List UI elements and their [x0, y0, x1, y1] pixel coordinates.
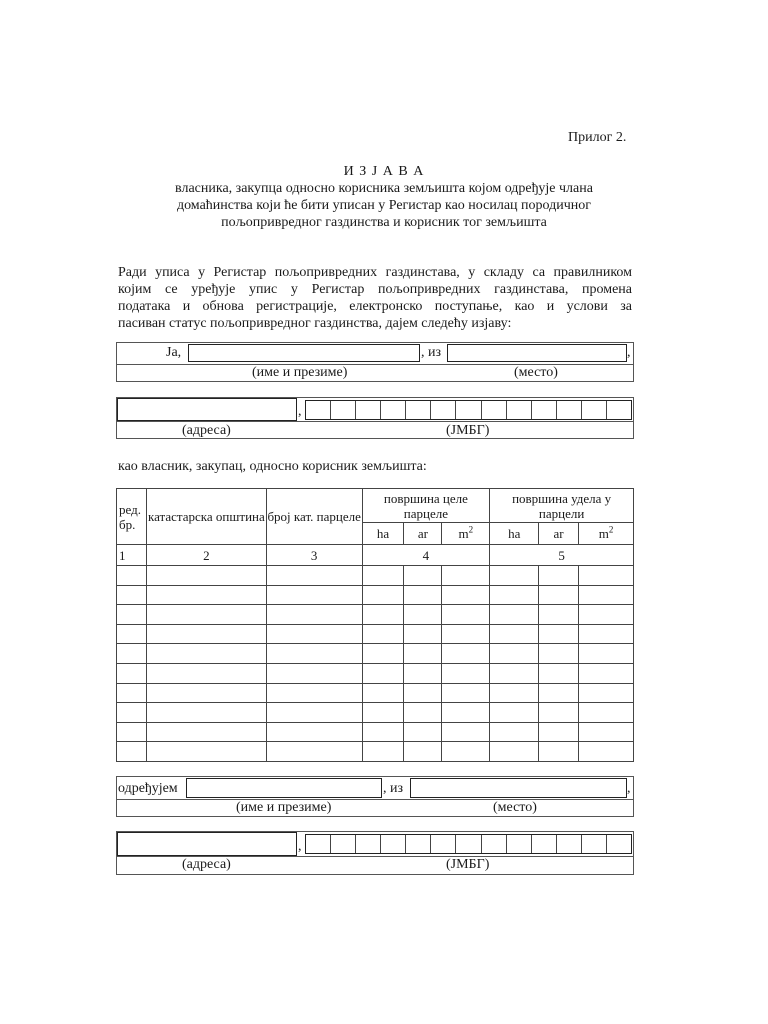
table-cell[interactable] [442, 605, 490, 625]
table-cell[interactable] [490, 663, 539, 683]
table-cell[interactable] [579, 742, 634, 762]
table-cell[interactable] [579, 585, 634, 605]
index-2: 2 [146, 545, 266, 566]
table-cell[interactable] [266, 683, 362, 703]
table-cell[interactable] [404, 703, 442, 723]
address-comma: , [298, 839, 302, 854]
table-cell[interactable] [266, 605, 362, 625]
document-title: И З Ј А В А [343, 164, 425, 179]
table-cell[interactable] [579, 722, 634, 742]
table-cell[interactable] [490, 566, 539, 586]
designee-jmbg-field[interactable] [305, 834, 632, 854]
table-cell[interactable] [442, 644, 490, 664]
table-cell[interactable] [266, 703, 362, 723]
block-divider [116, 421, 634, 422]
name-caption: (име и презиме) [252, 365, 348, 380]
index-1: 1 [117, 545, 147, 566]
table-cell[interactable] [146, 566, 266, 586]
table-cell[interactable] [117, 703, 147, 723]
table-cell[interactable] [117, 644, 147, 664]
table-cell[interactable] [539, 585, 579, 605]
end-comma: , [627, 345, 631, 360]
table-row [117, 624, 634, 644]
table-row [117, 703, 634, 723]
header-share-area: површина удела у парцели [490, 489, 634, 523]
table-row [117, 644, 634, 664]
table-cell[interactable] [146, 644, 266, 664]
index-4: 4 [362, 545, 490, 566]
table-row [117, 722, 634, 742]
table-cell[interactable] [266, 624, 362, 644]
table-cell[interactable] [539, 683, 579, 703]
table-cell[interactable] [442, 703, 490, 723]
table-cell[interactable] [539, 742, 579, 762]
table-cell[interactable] [404, 605, 442, 625]
header-cadastral-municipality: катастарска општина [146, 489, 266, 545]
table-cell[interactable] [539, 566, 579, 586]
table-cell[interactable] [404, 624, 442, 644]
table-cell[interactable] [362, 605, 404, 625]
table-cell[interactable] [442, 683, 490, 703]
table-cell[interactable] [146, 742, 266, 762]
table-cell[interactable] [442, 722, 490, 742]
place-caption: (место) [514, 365, 558, 380]
table-cell[interactable] [490, 585, 539, 605]
table-cell[interactable] [404, 585, 442, 605]
table-cell[interactable] [362, 722, 404, 742]
table-cell[interactable] [539, 605, 579, 625]
unit-m2: $m^2$ [442, 523, 490, 545]
table-row [117, 585, 634, 605]
table-row [117, 683, 634, 703]
table-cell[interactable] [362, 683, 404, 703]
table-cell[interactable] [539, 703, 579, 723]
table-cell[interactable] [539, 644, 579, 664]
table-cell[interactable] [146, 605, 266, 625]
designee-name-field[interactable] [186, 778, 382, 798]
table-cell[interactable] [579, 683, 634, 703]
jmbg-caption: (ЈМБГ) [446, 857, 490, 872]
table-cell[interactable] [362, 742, 404, 762]
table-cell[interactable] [117, 742, 147, 762]
attachment-label: Прилог 2. [568, 130, 627, 145]
table-cell[interactable] [539, 663, 579, 683]
parcel-table [116, 488, 634, 762]
table-row [117, 663, 634, 683]
table-cell[interactable] [117, 624, 147, 644]
table-row [117, 605, 634, 625]
table-cell[interactable] [362, 663, 404, 683]
declarant-prefix: Ја, [166, 345, 182, 360]
table-cell[interactable] [579, 605, 634, 625]
table-cell[interactable] [579, 703, 634, 723]
role-statement: као власник, закупац, односно корисник земљишта: [118, 459, 427, 474]
table-cell[interactable] [490, 683, 539, 703]
table-cell[interactable] [490, 624, 539, 644]
unit-ar: ar [404, 523, 442, 545]
jmbg-field[interactable] [305, 400, 632, 420]
table-cell[interactable] [362, 644, 404, 664]
table-row [117, 742, 634, 762]
end-comma: , [627, 781, 631, 796]
subtitle-line-1: власника, закупца односно корисника земљишта којом одређује члана [175, 181, 593, 196]
table-cell[interactable] [579, 663, 634, 683]
subtitle-line-2: домаћинства који ће бити уписан у Регистар као носилац породичног [176, 198, 592, 213]
table-cell[interactable] [404, 644, 442, 664]
table-cell[interactable] [490, 644, 539, 664]
table-cell[interactable] [146, 722, 266, 742]
table-cell[interactable] [579, 644, 634, 664]
declarant-place-field[interactable] [447, 344, 627, 362]
table-cell[interactable] [539, 722, 579, 742]
table-cell[interactable] [579, 624, 634, 644]
table-cell[interactable] [146, 663, 266, 683]
designee-place-field[interactable] [410, 778, 627, 798]
table-cell[interactable] [490, 722, 539, 742]
address-field[interactable] [117, 398, 297, 421]
table-cell[interactable] [539, 624, 579, 644]
table-cell[interactable] [117, 663, 147, 683]
address-caption: (адреса) [182, 857, 231, 872]
table-cell[interactable] [362, 566, 404, 586]
table-cell[interactable] [490, 605, 539, 625]
subtitle-line-3: пољопривредног газдинства и корисник тог земљишта [221, 215, 547, 230]
unit-ha: ha [362, 523, 404, 545]
table-cell[interactable] [404, 566, 442, 586]
table-cell[interactable] [404, 742, 442, 762]
designee-address-field[interactable] [117, 832, 297, 856]
table-cell[interactable] [146, 703, 266, 723]
designee-prefix: одређујем [118, 781, 178, 796]
table-cell[interactable] [490, 703, 539, 723]
table-cell[interactable] [117, 566, 147, 586]
table-cell[interactable] [117, 585, 147, 605]
header-total-area: површина целе парцеле [362, 489, 490, 523]
table-cell[interactable] [266, 585, 362, 605]
table-cell[interactable] [266, 742, 362, 762]
unit-m2: $m^2$ [579, 523, 634, 545]
intro-line-4: пасиван статус пољопривредног газдинства, дајем следећу изјаву: [118, 316, 512, 331]
table-cell[interactable] [442, 624, 490, 644]
from-separator: , из [383, 781, 404, 796]
table-cell[interactable] [146, 683, 266, 703]
table-cell[interactable] [404, 683, 442, 703]
table-cell[interactable] [404, 722, 442, 742]
unit-ha: ha [490, 523, 539, 545]
table-cell[interactable] [490, 742, 539, 762]
intro-line-2: којим се уређује упис у Регистар пољопривредних газдинстава, промена [118, 282, 632, 297]
table-cell[interactable] [442, 663, 490, 683]
table-cell[interactable] [146, 585, 266, 605]
table-cell[interactable] [442, 742, 490, 762]
table-cell[interactable] [266, 566, 362, 586]
table-cell[interactable] [266, 663, 362, 683]
declarant-name-field[interactable] [188, 344, 420, 362]
unit-ar: ar [539, 523, 579, 545]
table-row [117, 566, 634, 586]
header-row-number: ред. бр. [117, 489, 147, 545]
name-caption: (име и презиме) [236, 800, 332, 815]
table-cell[interactable] [117, 722, 147, 742]
table-cell[interactable] [362, 585, 404, 605]
table-cell[interactable] [266, 722, 362, 742]
table-cell[interactable] [117, 683, 147, 703]
table-cell[interactable] [404, 663, 442, 683]
table-cell[interactable] [362, 703, 404, 723]
index-3: 3 [266, 545, 362, 566]
table-cell[interactable] [146, 624, 266, 644]
table-cell[interactable] [442, 585, 490, 605]
jmbg-caption: (ЈМБГ) [446, 423, 490, 438]
header-parcel-number: број кат. парцеле [266, 489, 362, 545]
intro-line-1: Ради уписа у Регистар пољопривредних газдинстава, у складу са правилником [118, 265, 632, 280]
place-caption: (место) [493, 800, 537, 815]
table-cell[interactable] [117, 605, 147, 625]
address-comma: , [298, 404, 302, 419]
table-cell[interactable] [362, 624, 404, 644]
from-separator: , из [421, 345, 442, 360]
table-cell[interactable] [266, 644, 362, 664]
table-cell[interactable] [442, 566, 490, 586]
block-divider [116, 799, 634, 800]
address-caption: (адреса) [182, 423, 231, 438]
intro-line-3: података и обнова регистрације, електронско поступање, као и услови за [118, 299, 632, 314]
index-5: 5 [490, 545, 634, 566]
table-cell[interactable] [579, 566, 634, 586]
